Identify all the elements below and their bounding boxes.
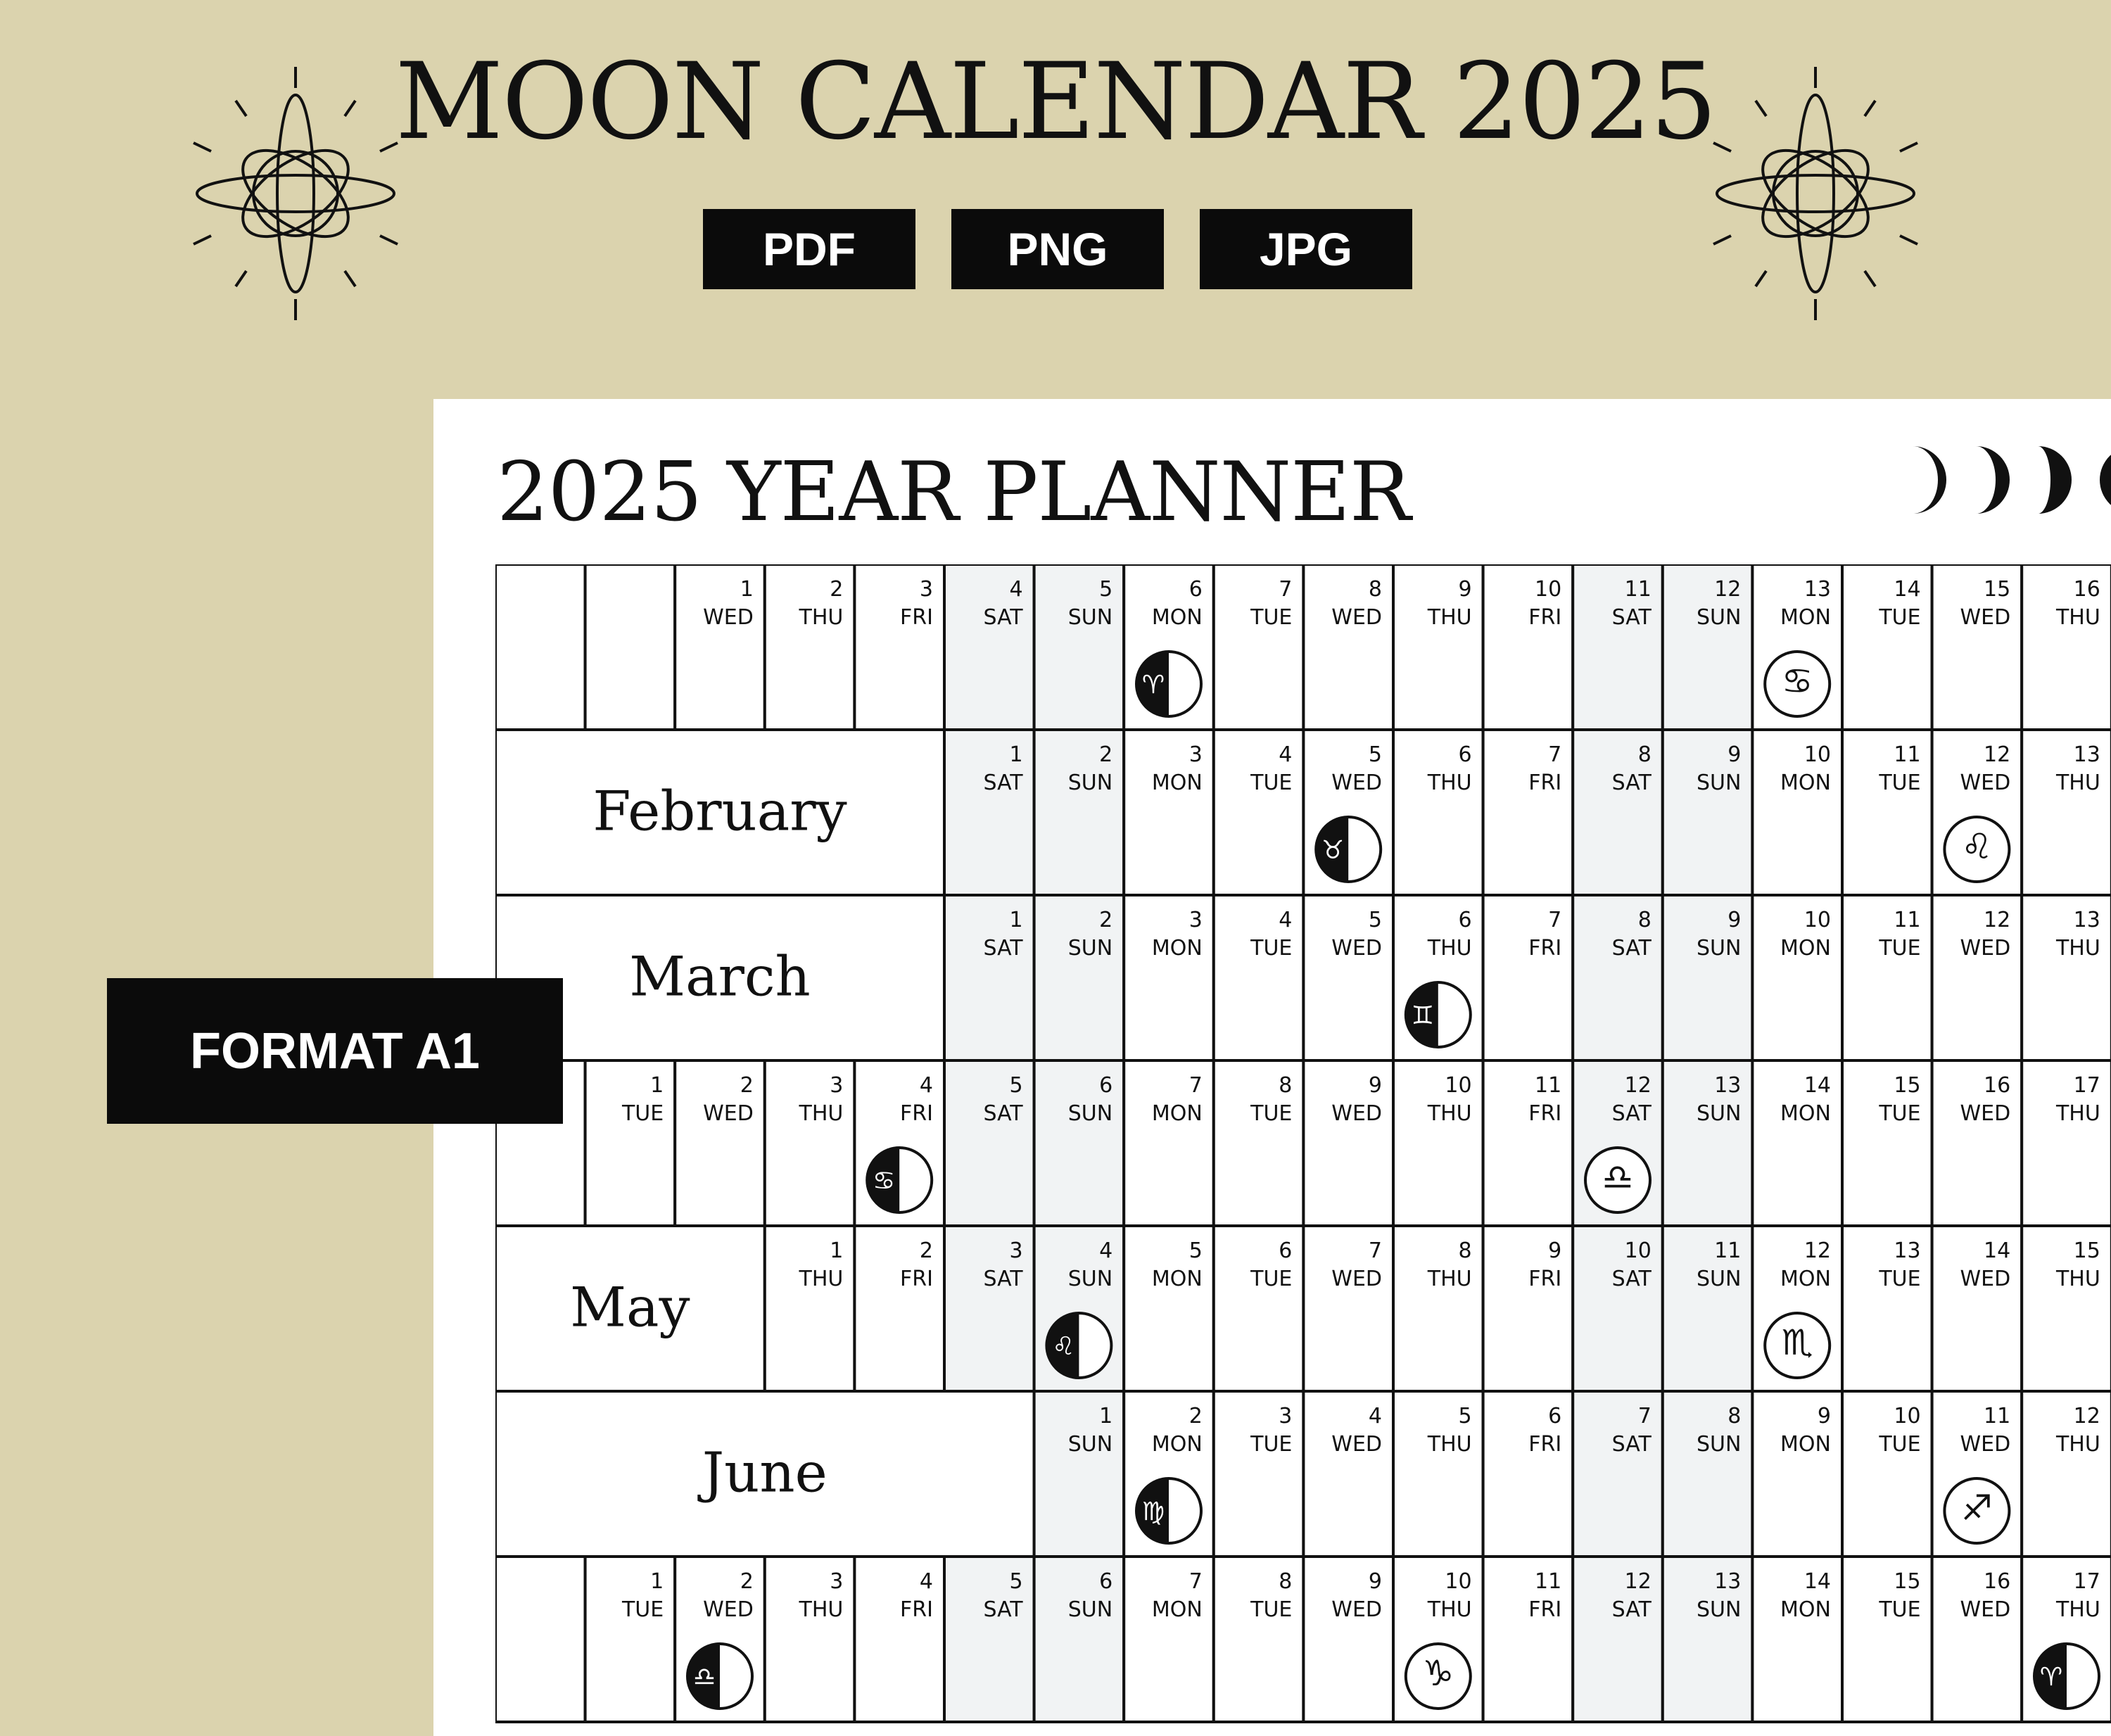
day-name: SUN bbox=[1696, 605, 1742, 630]
day-name: WED bbox=[703, 605, 754, 630]
day-number: 9 bbox=[1728, 908, 1742, 932]
zodiac-moon-icon bbox=[1765, 1313, 1830, 1378]
day-name: SUN bbox=[1067, 605, 1113, 630]
day-name: TUE bbox=[1250, 1101, 1293, 1126]
day-name: SAT bbox=[983, 1267, 1023, 1291]
day-name: MON bbox=[1151, 1267, 1203, 1291]
zodiac-moon-icon bbox=[1046, 1313, 1111, 1378]
day-name: TUE bbox=[1250, 771, 1293, 795]
day-name: THU bbox=[2055, 1267, 2100, 1291]
day-number: 8 bbox=[1368, 577, 1382, 602]
day-name: SUN bbox=[1696, 771, 1742, 795]
empty-cell bbox=[495, 1557, 585, 1722]
day-name: MON bbox=[1151, 605, 1203, 630]
day-name: THU bbox=[799, 605, 844, 630]
day-name: THU bbox=[2055, 605, 2100, 630]
day-number: 4 bbox=[1368, 1404, 1382, 1428]
day-name: SAT bbox=[983, 1597, 1023, 1622]
day-name: WED bbox=[1331, 1432, 1382, 1457]
day-name: MON bbox=[1151, 771, 1203, 795]
day-name: TUE bbox=[1879, 1432, 1921, 1457]
day-number: 8 bbox=[1279, 1569, 1293, 1594]
day-name: TUE bbox=[1879, 936, 1921, 961]
empty-cell bbox=[495, 564, 585, 730]
day-name: SAT bbox=[983, 605, 1023, 630]
day-name: WED bbox=[1331, 771, 1382, 795]
day-number: 6 bbox=[1458, 742, 1472, 767]
day-name: SAT bbox=[1611, 1101, 1652, 1126]
day-number: 13 bbox=[2073, 742, 2100, 767]
day-number: 8 bbox=[1458, 1238, 1472, 1263]
zodiac-moon-icon bbox=[687, 1644, 752, 1709]
day-number: 11 bbox=[1894, 908, 1921, 932]
day-number: 7 bbox=[1188, 1569, 1203, 1594]
day-name: WED bbox=[1960, 605, 2011, 630]
day-name: THU bbox=[1427, 1267, 1472, 1291]
day-name: SUN bbox=[1067, 1432, 1113, 1457]
day-number: 12 bbox=[1984, 742, 2011, 767]
day-number: 12 bbox=[1984, 908, 2011, 932]
day-name: WED bbox=[1331, 605, 1382, 630]
day-name: MON bbox=[1780, 1597, 1831, 1622]
day-name: MON bbox=[1780, 1267, 1831, 1291]
day-number: 10 bbox=[1624, 1238, 1652, 1263]
day-number: 13 bbox=[1714, 1073, 1742, 1098]
format-badge-jpg: JPG bbox=[1200, 209, 1412, 289]
month-row bbox=[495, 1557, 2111, 1722]
day-number: 11 bbox=[1984, 1404, 2011, 1428]
planner-sheet bbox=[433, 399, 2111, 1736]
month-label: June bbox=[702, 1441, 828, 1505]
day-name: THU bbox=[2055, 936, 2100, 961]
day-number: 10 bbox=[1894, 1404, 1921, 1428]
day-name: WED bbox=[1331, 936, 1382, 961]
day-name: MON bbox=[1151, 1597, 1203, 1622]
day-name: WED bbox=[1331, 1597, 1382, 1622]
day-number: 5 bbox=[1368, 742, 1382, 767]
day-number: 10 bbox=[1445, 1073, 1472, 1098]
day-number: 11 bbox=[1714, 1238, 1742, 1263]
day-number: 1 bbox=[740, 577, 754, 602]
day-number: 9 bbox=[1368, 1569, 1382, 1594]
day-number: 5 bbox=[1009, 1569, 1023, 1594]
day-name: THU bbox=[2055, 771, 2100, 795]
day-number: 14 bbox=[1984, 1238, 2011, 1263]
day-name: WED bbox=[703, 1101, 754, 1126]
zodiac-moon-icon bbox=[867, 1148, 932, 1212]
day-number: 11 bbox=[1535, 1569, 1562, 1594]
day-name: SAT bbox=[1611, 605, 1652, 630]
day-number: 9 bbox=[1548, 1238, 1562, 1263]
zodiac-moon-icon bbox=[1406, 1644, 1471, 1709]
day-number: 13 bbox=[1714, 1569, 1742, 1594]
month-label: May bbox=[570, 1276, 690, 1340]
zodiac-sign: ♌ bbox=[1052, 1332, 1075, 1361]
day-name: SAT bbox=[1611, 1267, 1652, 1291]
day-name: MON bbox=[1780, 771, 1831, 795]
day-name: FRI bbox=[900, 605, 933, 630]
zodiac-sign: ♏ bbox=[1781, 1322, 1813, 1363]
day-name: WED bbox=[1331, 1267, 1382, 1291]
day-number: 9 bbox=[1368, 1073, 1382, 1098]
day-number: 1 bbox=[1009, 908, 1023, 932]
day-name: MON bbox=[1780, 1432, 1831, 1457]
day-number: 5 bbox=[1368, 908, 1382, 932]
day-name: TUE bbox=[1879, 605, 1921, 630]
day-number: 5 bbox=[1009, 1073, 1023, 1098]
atom-emblem-icon bbox=[190, 67, 401, 320]
day-number: 3 bbox=[830, 1569, 844, 1594]
day-name: WED bbox=[1960, 771, 2011, 795]
day-number: 13 bbox=[1803, 577, 1831, 602]
day-number: 6 bbox=[1279, 1238, 1293, 1263]
day-name: FRI bbox=[900, 1101, 933, 1126]
month-label: March bbox=[629, 945, 811, 1009]
day-number: 15 bbox=[1894, 1073, 1921, 1098]
day-name: FRI bbox=[1528, 936, 1562, 961]
format-a1-badge: FORMAT A1 bbox=[107, 978, 563, 1124]
day-number: 8 bbox=[1279, 1073, 1293, 1098]
day-number: 1 bbox=[650, 1073, 664, 1098]
day-number: 7 bbox=[1188, 1073, 1203, 1098]
zodiac-sign: ♉ bbox=[1321, 836, 1345, 865]
day-number: 2 bbox=[1099, 908, 1113, 932]
day-number: 13 bbox=[1894, 1238, 1921, 1263]
day-name: FRI bbox=[900, 1597, 933, 1622]
day-number: 7 bbox=[1548, 742, 1562, 767]
day-number: 2 bbox=[740, 1073, 754, 1098]
day-name: MON bbox=[1151, 1432, 1203, 1457]
day-name: WED bbox=[1960, 1101, 2011, 1126]
day-number: 10 bbox=[1445, 1569, 1472, 1594]
month-label: February bbox=[592, 780, 847, 844]
zodiac-moon-icon bbox=[1136, 1478, 1201, 1543]
day-number: 15 bbox=[1984, 577, 2011, 602]
zodiac-sign: ♎ bbox=[692, 1663, 716, 1692]
empty-cell bbox=[585, 564, 676, 730]
day-name: FRI bbox=[1528, 1267, 1562, 1291]
day-number: 11 bbox=[1894, 742, 1921, 767]
day-number: 9 bbox=[1817, 1404, 1831, 1428]
day-name: TUE bbox=[1879, 1267, 1921, 1291]
day-number: 5 bbox=[1188, 1238, 1203, 1263]
zodiac-moon-icon bbox=[1316, 817, 1381, 882]
day-name: SAT bbox=[983, 1101, 1023, 1126]
zodiac-sign: ♋ bbox=[1781, 661, 1813, 702]
format-badges bbox=[703, 209, 1412, 289]
day-name: FRI bbox=[1528, 1101, 1562, 1126]
day-name: THU bbox=[799, 1267, 844, 1291]
day-name: THU bbox=[1427, 605, 1472, 630]
month-row bbox=[495, 1226, 2111, 1391]
day-name: TUE bbox=[1250, 1432, 1293, 1457]
zodiac-moon-icon bbox=[1406, 982, 1471, 1047]
day-name: MON bbox=[1780, 936, 1831, 961]
day-name: FRI bbox=[900, 1267, 933, 1291]
zodiac-sign: ♑ bbox=[1422, 1653, 1454, 1694]
day-name: MON bbox=[1780, 605, 1831, 630]
day-number: 14 bbox=[1803, 1569, 1831, 1594]
day-name: TUE bbox=[1879, 1597, 1921, 1622]
day-name: SAT bbox=[983, 936, 1023, 961]
day-number: 6 bbox=[1099, 1073, 1113, 1098]
day-number: 11 bbox=[1535, 1073, 1562, 1098]
day-number: 7 bbox=[1637, 1404, 1652, 1428]
zodiac-sign: ♋ bbox=[873, 1167, 896, 1196]
zodiac-sign: ♍ bbox=[1141, 1497, 1165, 1526]
day-name: TUE bbox=[1879, 1101, 1921, 1126]
day-name: WED bbox=[1960, 1432, 2011, 1457]
day-number: 12 bbox=[1624, 1569, 1652, 1594]
day-name: SAT bbox=[983, 771, 1023, 795]
day-name: THU bbox=[2055, 1432, 2100, 1457]
day-name: THU bbox=[1427, 771, 1472, 795]
day-number: 3 bbox=[1188, 908, 1203, 932]
day-number: 2 bbox=[1188, 1404, 1203, 1428]
day-number: 3 bbox=[1009, 1238, 1023, 1263]
day-number: 6 bbox=[1458, 908, 1472, 932]
day-number: 7 bbox=[1548, 908, 1562, 932]
day-name: SUN bbox=[1067, 771, 1113, 795]
day-name: TUE bbox=[1250, 1267, 1293, 1291]
day-number: 7 bbox=[1368, 1238, 1382, 1263]
day-name: SAT bbox=[1611, 936, 1652, 961]
planner-grid-svg bbox=[495, 564, 2111, 1736]
day-number: 3 bbox=[830, 1073, 844, 1098]
day-number: 4 bbox=[1279, 908, 1293, 932]
zodiac-moon-icon bbox=[1944, 1478, 2009, 1543]
day-name: SUN bbox=[1696, 1101, 1742, 1126]
day-name: WED bbox=[1331, 1101, 1382, 1126]
day-number: 15 bbox=[2073, 1238, 2100, 1263]
day-name: THU bbox=[1427, 1432, 1472, 1457]
zodiac-sign: ♈ bbox=[1141, 671, 1165, 699]
day-number: 9 bbox=[1458, 577, 1472, 602]
zodiac-sign: ♌ bbox=[1960, 826, 1993, 867]
day-number: 17 bbox=[2073, 1073, 2100, 1098]
day-number: 4 bbox=[1099, 1238, 1113, 1263]
day-number: 16 bbox=[1984, 1073, 2011, 1098]
day-number: 1 bbox=[650, 1569, 664, 1594]
day-number: 2 bbox=[1099, 742, 1113, 767]
day-number: 2 bbox=[740, 1569, 754, 1594]
day-name: SUN bbox=[1696, 1597, 1742, 1622]
month-row bbox=[495, 730, 2111, 895]
day-name: MON bbox=[1151, 1101, 1203, 1126]
day-number: 10 bbox=[1803, 742, 1831, 767]
day-number: 12 bbox=[1624, 1073, 1652, 1098]
planner-grid bbox=[495, 564, 2111, 1736]
page-title: MOON CALENDAR 2025 bbox=[395, 41, 1716, 163]
zodiac-moon-icon bbox=[1585, 1148, 1650, 1212]
day-name: TUE bbox=[1250, 936, 1293, 961]
day-name: SUN bbox=[1067, 936, 1113, 961]
day-name: THU bbox=[799, 1101, 844, 1126]
day-name: MON bbox=[1151, 936, 1203, 961]
day-number: 6 bbox=[1188, 577, 1203, 602]
day-name: TUE bbox=[1250, 605, 1293, 630]
day-name: WED bbox=[1960, 1267, 2011, 1291]
day-name: SUN bbox=[1067, 1101, 1113, 1126]
day-name: THU bbox=[799, 1597, 844, 1622]
planner-title: 2025 YEAR PLANNER bbox=[497, 445, 1411, 540]
day-number: 2 bbox=[830, 577, 844, 602]
day-name: THU bbox=[2055, 1597, 2100, 1622]
day-number: 6 bbox=[1099, 1569, 1113, 1594]
day-number: 7 bbox=[1279, 577, 1293, 602]
day-name: WED bbox=[1960, 936, 2011, 961]
day-name: THU bbox=[2055, 1101, 2100, 1126]
day-number: 9 bbox=[1728, 742, 1742, 767]
day-number: 14 bbox=[1894, 577, 1921, 602]
day-name: SUN bbox=[1067, 1267, 1113, 1291]
zodiac-moon-icon bbox=[1944, 817, 2009, 882]
month-row bbox=[495, 1060, 2111, 1226]
day-name: THU bbox=[1427, 1597, 1472, 1622]
day-number: 11 bbox=[1624, 577, 1652, 602]
day-name: WED bbox=[703, 1597, 754, 1622]
day-number: 6 bbox=[1548, 1404, 1562, 1428]
day-name: THU bbox=[1427, 1101, 1472, 1126]
day-name: WED bbox=[1960, 1597, 2011, 1622]
zodiac-sign: ♎ bbox=[1602, 1157, 1634, 1198]
zodiac-sign: ♈ bbox=[2039, 1663, 2063, 1692]
day-number: 16 bbox=[2073, 577, 2100, 602]
day-number: 5 bbox=[1458, 1404, 1472, 1428]
month-row bbox=[495, 564, 2111, 730]
day-number: 8 bbox=[1728, 1404, 1742, 1428]
day-number: 1 bbox=[830, 1238, 844, 1263]
moon-phases-icon bbox=[1911, 445, 2111, 515]
day-number: 8 bbox=[1637, 908, 1652, 932]
day-name: TUE bbox=[621, 1101, 664, 1126]
day-name: SAT bbox=[1611, 1432, 1652, 1457]
day-number: 16 bbox=[1984, 1569, 2011, 1594]
month-row bbox=[495, 895, 2111, 1060]
format-badge-png: PNG bbox=[951, 209, 1164, 289]
day-number: 3 bbox=[919, 577, 933, 602]
day-number: 12 bbox=[1803, 1238, 1831, 1263]
day-number: 13 bbox=[2073, 908, 2100, 932]
atom-emblem-icon bbox=[1710, 67, 1921, 320]
day-number: 2 bbox=[919, 1238, 933, 1263]
day-name: SUN bbox=[1696, 1432, 1742, 1457]
day-name: FRI bbox=[1528, 1597, 1562, 1622]
day-name: TUE bbox=[621, 1597, 664, 1622]
day-name: SUN bbox=[1696, 1267, 1742, 1291]
day-number: 10 bbox=[1803, 908, 1831, 932]
day-number: 3 bbox=[1188, 742, 1203, 767]
day-name: SAT bbox=[1611, 1597, 1652, 1622]
day-name: SAT bbox=[1611, 771, 1652, 795]
zodiac-moon-icon bbox=[1136, 652, 1201, 716]
zodiac-sign: ♊ bbox=[1411, 1001, 1434, 1030]
day-name: MON bbox=[1780, 1101, 1831, 1126]
day-name: TUE bbox=[1250, 1597, 1293, 1622]
day-number: 10 bbox=[1535, 577, 1562, 602]
day-number: 4 bbox=[919, 1569, 933, 1594]
day-number: 17 bbox=[2073, 1569, 2100, 1594]
day-name: FRI bbox=[1528, 771, 1562, 795]
month-row bbox=[495, 1391, 2111, 1557]
day-name: THU bbox=[1427, 936, 1472, 961]
zodiac-moon-icon bbox=[1765, 652, 1830, 716]
day-number: 12 bbox=[2073, 1404, 2100, 1428]
day-number: 15 bbox=[1894, 1569, 1921, 1594]
day-name: SUN bbox=[1696, 936, 1742, 961]
zodiac-sign: ♐ bbox=[1960, 1488, 1993, 1528]
day-name: TUE bbox=[1879, 771, 1921, 795]
zodiac-moon-icon bbox=[2034, 1644, 2099, 1709]
day-number: 14 bbox=[1803, 1073, 1831, 1098]
day-number: 5 bbox=[1099, 577, 1113, 602]
format-badge-pdf: PDF bbox=[703, 209, 915, 289]
day-number: 1 bbox=[1099, 1404, 1113, 1428]
day-number: 4 bbox=[1279, 742, 1293, 767]
day-name: SUN bbox=[1067, 1597, 1113, 1622]
day-number: 4 bbox=[1009, 577, 1023, 602]
day-number: 4 bbox=[919, 1073, 933, 1098]
day-number: 3 bbox=[1279, 1404, 1293, 1428]
day-name: FRI bbox=[1528, 1432, 1562, 1457]
day-number: 8 bbox=[1637, 742, 1652, 767]
day-number: 1 bbox=[1009, 742, 1023, 767]
day-name: FRI bbox=[1528, 605, 1562, 630]
day-number: 12 bbox=[1714, 577, 1742, 602]
